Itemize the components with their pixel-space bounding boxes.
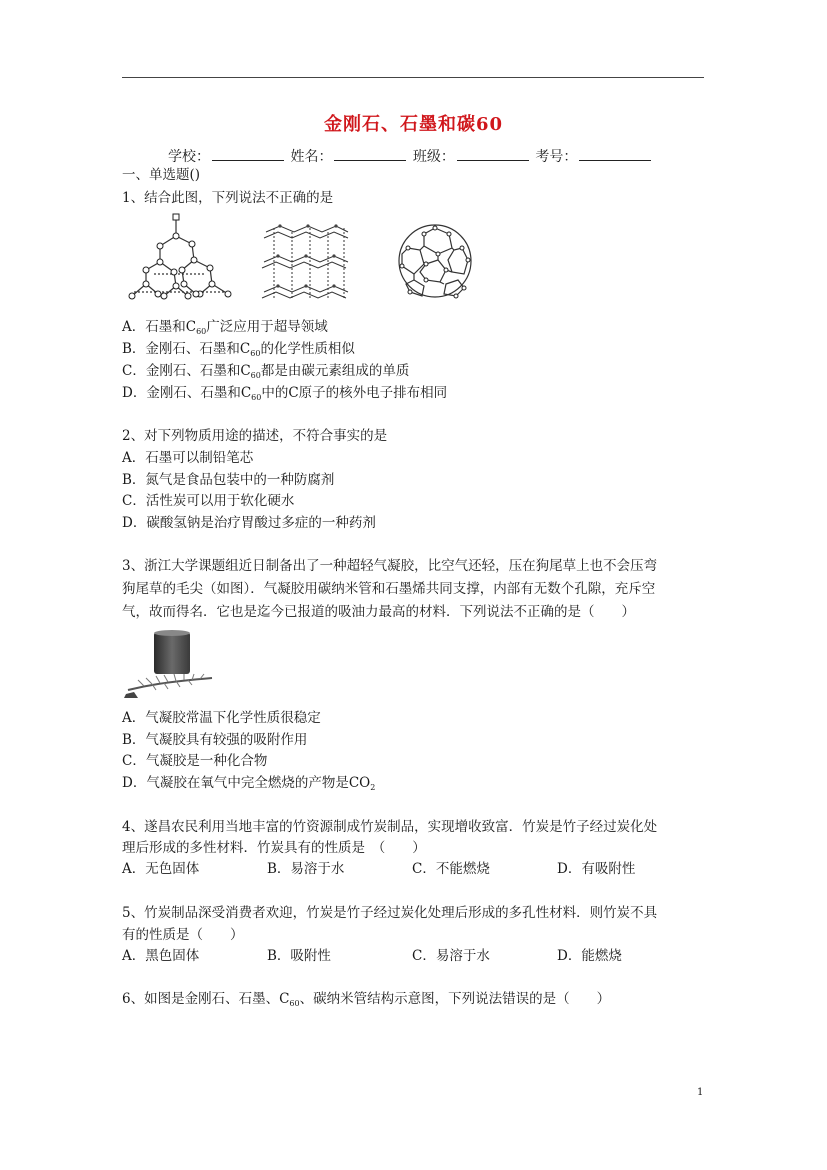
q2-option-a: A．石墨可以制铅笔芯 xyxy=(122,450,254,466)
q5-stem-line-2: 有的性质是（ ） xyxy=(122,927,244,943)
q2-option-c: C．活性炭可以用于软化硬水 xyxy=(122,493,295,509)
q1-stem: 1、结合此图，下列说法不正确的是 xyxy=(122,190,334,206)
header-rule xyxy=(122,77,704,78)
q2-stem: 2、对下列物质用途的描述，不符合事实的是 xyxy=(122,428,388,444)
aerogel-photo xyxy=(124,628,214,698)
q5-stem-line-1: 5、竹炭制品深受消费者欢迎，竹炭是竹子经过炭化处理后形成的多孔性材料．则竹炭不具 xyxy=(122,905,658,921)
q5-option-b: B．吸附性 xyxy=(267,948,331,964)
q3-option-d: D．气凝胶在氧气中完全燃烧的产物是$CO_2$ xyxy=(122,775,376,792)
q4-option-a: A．无色固体 xyxy=(122,861,200,877)
q1-option-b: B．金刚石、石墨和$C_{60}$的化学性质相似 xyxy=(122,341,355,358)
q5-option-a: A．黑色固体 xyxy=(122,948,200,964)
q1-option-c: C．金刚石、石墨和$C_{60}$都是由碳元素组成的单质 xyxy=(122,363,410,380)
q5-option-c: C．易溶于水 xyxy=(412,948,490,964)
q3-stem-line-1: 3、浙江大学课题组近日制备出了一种超轻气凝胶，比空气还轻，压在狗尾草上也不会压弯 xyxy=(122,558,658,574)
name-label: 姓名： xyxy=(290,149,333,165)
class-blank[interactable] xyxy=(457,150,529,161)
q4-stem-line-1: 4、遂昌农民利用当地丰富的竹资源制成竹炭制品，实现增收致富．竹炭是竹子经过炭化处 xyxy=(122,819,658,835)
student-info-line xyxy=(168,146,653,166)
q4-option-c: C．不能燃烧 xyxy=(412,861,490,877)
q2-option-d: D．碳酸氢钠是治疗胃酸过多症的一种药剂 xyxy=(122,515,376,531)
class-label: 班级： xyxy=(412,149,455,165)
q4-stem-line-2: 理后形成的多性材料．竹炭具有的性质是 （ ） xyxy=(122,840,426,856)
number-blank[interactable] xyxy=(579,150,651,161)
q3-option-c: C．气凝胶是一种化合物 xyxy=(122,753,268,769)
school-blank[interactable] xyxy=(212,150,284,161)
number-label: 考号： xyxy=(535,149,578,165)
q4-option-b: B．易溶于水 xyxy=(267,861,345,877)
page-number: 1 xyxy=(697,1087,704,1098)
q1-option-d: D．金刚石、石墨和$C_{60}$中的C原子的核外电子排布相同 xyxy=(122,385,448,402)
q2-option-b: B．氮气是食品包装中的一种防腐剂 xyxy=(122,472,335,488)
q1-option-a: A．石墨和$C_{60}$广泛应用于超导领域 xyxy=(122,319,328,336)
q3-option-b: B．气凝胶具有较强的吸附作用 xyxy=(122,732,308,748)
c60-structure-figure xyxy=(394,220,476,302)
q3-option-a: A．气凝胶常温下化学性质很稳定 xyxy=(122,710,321,726)
q4-option-d: D．有吸附性 xyxy=(557,861,636,877)
graphite-structure-figure xyxy=(260,218,352,306)
page-title: 金刚石、石墨和碳60 xyxy=(323,114,504,135)
section-heading: 一、单选题() xyxy=(122,167,201,183)
q3-stem-line-2: 狗尾草的毛尖（如图）．气凝胶用碳纳米管和石墨烯共同支撑，内部有无数个孔隙，充斥空 xyxy=(122,581,656,597)
q5-option-d: D．能燃烧 xyxy=(557,948,622,964)
school-label: 学校： xyxy=(168,149,210,165)
name-blank[interactable] xyxy=(334,150,406,161)
diamond-structure-figure xyxy=(124,212,236,306)
q3-stem-line-3: 气，故而得名．它也是迄今已报道的吸油力最高的材料．下列说法不正确的是（ ） xyxy=(122,604,635,620)
q6-stem: 6、如图是金刚石、石墨、$C_{60}$、碳纳米管结构示意图，下列说法错误的是（ ） xyxy=(122,991,611,1008)
